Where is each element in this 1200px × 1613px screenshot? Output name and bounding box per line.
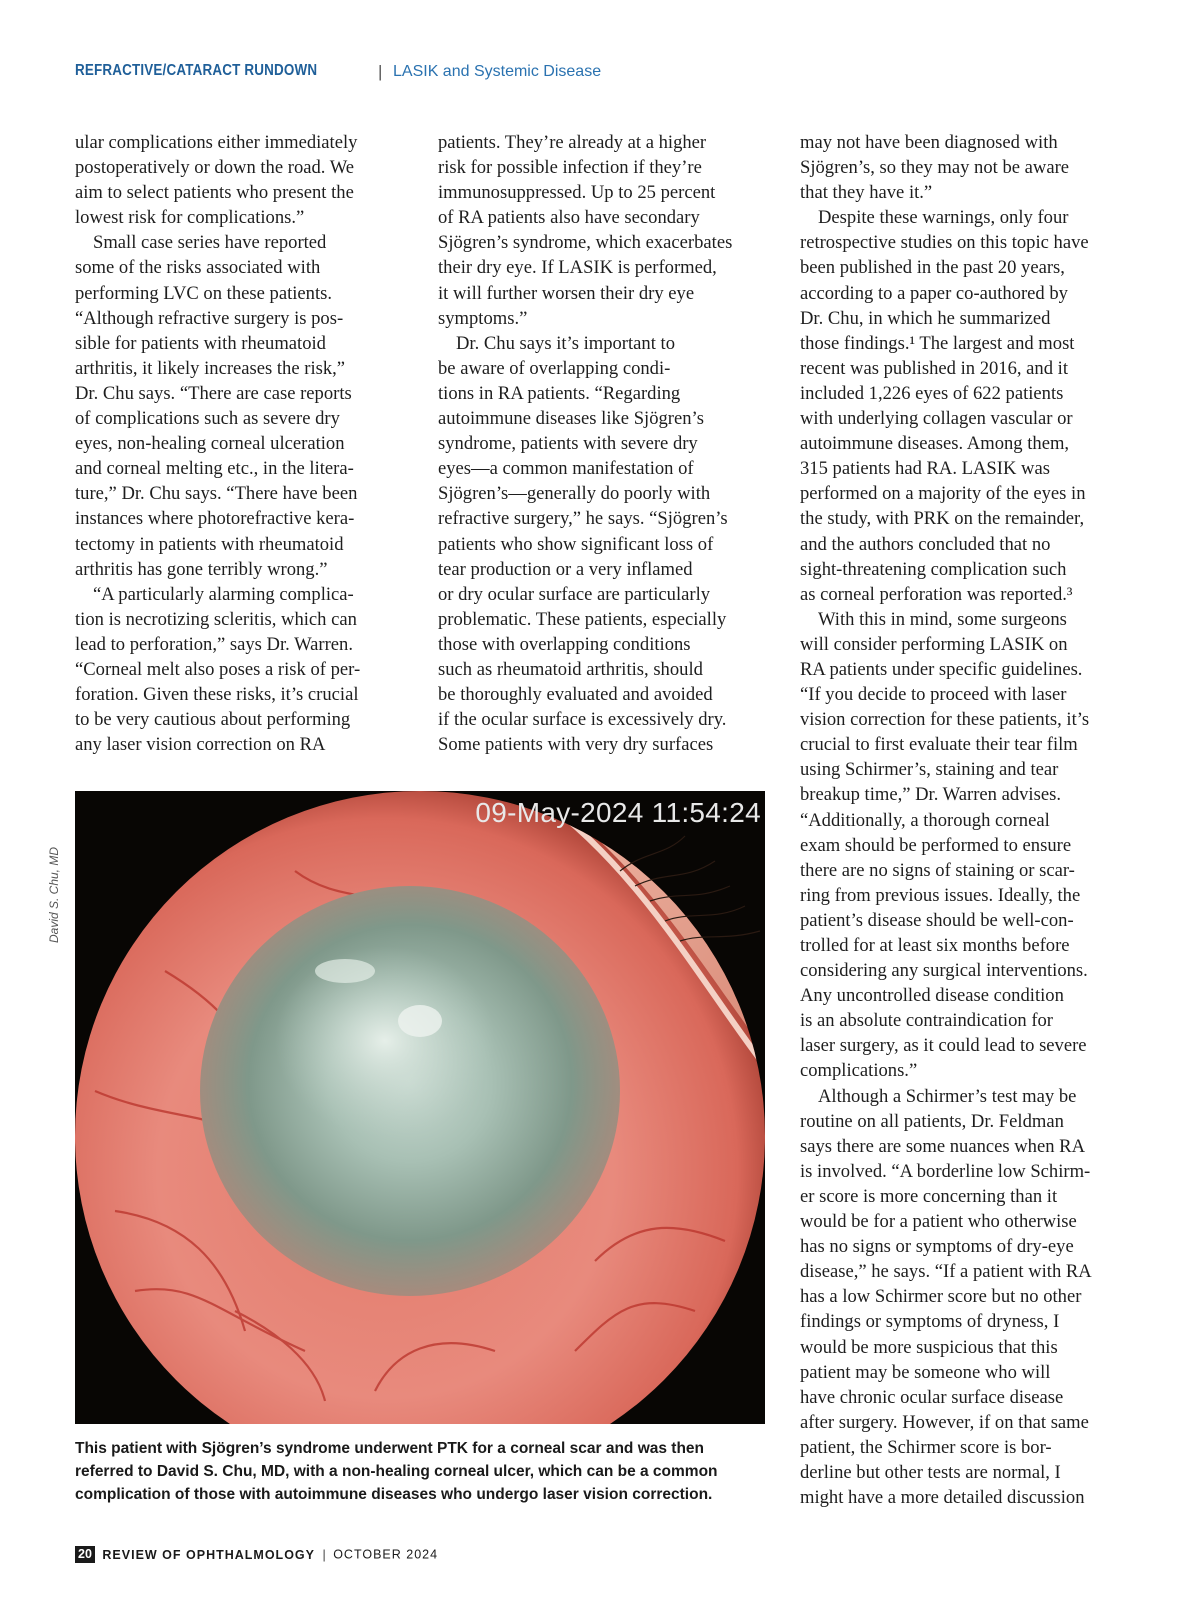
text-line: those findings.¹ The largest and most — [800, 332, 1075, 354]
text-line: Despite these warnings, only four — [818, 207, 1069, 229]
text-line: Sjögren’s—generally do poorly with — [438, 483, 711, 505]
text-line: exam should be performed to ensure — [800, 834, 1072, 856]
text-line: patient may be someone who will — [800, 1361, 1051, 1383]
text-line: Dr. Chu says it’s important to — [456, 332, 675, 354]
header-separator: | — [378, 62, 383, 81]
text-line: as corneal perforation was reported.³ — [800, 583, 1073, 605]
text-line: with underlying collagen vascular or — [800, 408, 1073, 430]
text-line: says there are some nuances when RA — [800, 1135, 1086, 1157]
text-line: refractive surgery,” he says. “Sjögren’s — [438, 508, 728, 530]
text-column-2 — [438, 130, 768, 757]
text-column-1 — [75, 130, 405, 757]
text-line: may not have been diagnosed with — [800, 132, 1058, 153]
text-line: sight-threatening complication such — [800, 558, 1067, 580]
text-line: the study, with PRK on the remainder, — [800, 508, 1085, 530]
issue-date: OCTOBER 2024 — [333, 1547, 439, 1562]
text-line: or dry ocular surface are particularly — [438, 583, 711, 605]
running-header — [75, 62, 1135, 88]
text-column-3 — [800, 130, 1140, 1510]
eye-illustration — [75, 791, 765, 1424]
text-line: there are no signs of staining or scar- — [800, 859, 1075, 881]
text-line: risk for possible infection if they’re — [438, 157, 702, 179]
text-line: symptoms.” — [438, 307, 528, 329]
text-line: patients. They’re already at a higher — [438, 132, 707, 153]
photo-timestamp: 09-May-2024 11:54:24 — [475, 797, 761, 828]
text-line: Dr. Chu says. “There are case reports — [75, 382, 352, 404]
text-line: derline but other tests are normal, I — [800, 1461, 1061, 1483]
text-line: “If you decide to proceed with laser — [800, 684, 1067, 706]
text-line: been published in the past 20 years, — [800, 257, 1065, 279]
text-line: ular complications either immediately — [75, 132, 358, 153]
text-line: it will further worsen their dry eye — [438, 282, 695, 304]
text-line: have chronic ocular surface disease — [800, 1386, 1064, 1408]
text-line: performed on a majority of the eyes in — [800, 483, 1086, 505]
text-line: patients who show significant loss of — [438, 533, 714, 555]
text-line: syndrome, patients with severe dry — [438, 433, 698, 455]
text-line: sible for patients with rheumatoid — [75, 332, 326, 354]
text-line: ture,” Dr. Chu says. “There have been — [75, 483, 358, 505]
caption-line: This patient with Sjögren’s syndrome underwent PTK for a corneal scar and was then — [75, 1440, 705, 1457]
text-line: “Corneal melt also poses a risk of per- — [75, 658, 361, 680]
text-line: and the authors concluded that no — [800, 533, 1051, 555]
text-line: RA patients under specific guidelines. — [800, 658, 1083, 680]
text-line: foration. Given these risks, it’s crucial — [75, 684, 359, 706]
text-line: aim to select patients who present the — [75, 182, 354, 204]
photo-credit: David S. Chu, MD — [47, 846, 61, 944]
text-line: 315 patients had RA. LASIK was — [800, 458, 1050, 480]
text-line: With this in mind, some surgeons — [818, 608, 1067, 630]
figure-caption — [75, 1437, 775, 1506]
text-line: such as rheumatoid arthritis, should — [438, 658, 703, 680]
text-line: Small case series have reported — [93, 232, 327, 254]
text-line: performing LVC on these patients. — [75, 282, 332, 304]
magazine-name: REVIEW OF OPHTHALMOLOGY — [102, 1547, 315, 1562]
text-line: lead to perforation,” says Dr. Warren. — [75, 633, 353, 655]
text-line: breakup time,” Dr. Warren advises. — [800, 784, 1061, 806]
text-line: eyes—a common manifestation of — [438, 458, 694, 480]
text-line: “Although refractive surgery is pos- — [75, 307, 344, 329]
text-line: instances where photorefractive kera- — [75, 508, 355, 530]
caption-line: complication of those with autoimmune diseases who undergo laser vision correction. — [75, 1486, 713, 1503]
text-line: included 1,226 eyes of 622 patients — [800, 382, 1064, 404]
text-line: might have a more detailed discussion — [800, 1487, 1085, 1509]
text-line: vision correction for these patients, it’s — [800, 709, 1090, 731]
text-line: Some patients with very dry surfaces — [438, 734, 714, 756]
text-line: ring from previous issues. Ideally, the — [800, 884, 1081, 906]
text-line: lowest risk for complications.” — [75, 207, 305, 229]
text-line: to be very cautious about performing — [75, 709, 351, 731]
text-line: findings or symptoms of dryness, I — [800, 1311, 1060, 1333]
text-line: would be more suspicious that this — [800, 1336, 1058, 1358]
text-line: problematic. These patients, especially — [438, 608, 727, 630]
text-line: tectomy in patients with rheumatoid — [75, 533, 344, 555]
section-name: REFRACTIVE/CATARACT RUNDOWN — [75, 62, 318, 79]
text-line: of RA patients also have secondary — [438, 207, 700, 229]
text-line: autoimmune diseases like Sjögren’s — [438, 408, 704, 430]
text-line: has no signs or symptoms of dry-eye — [800, 1236, 1074, 1258]
text-line: trolled for at least six months before — [800, 935, 1070, 956]
footer-separator: | — [322, 1547, 326, 1562]
text-line: be thoroughly evaluated and avoided — [438, 684, 713, 706]
text-line: arthritis, it likely increases the risk,” — [75, 357, 346, 379]
text-line: arthritis has gone terribly wrong.” — [75, 558, 328, 580]
text-line: Although a Schirmer’s test may be — [818, 1085, 1077, 1107]
text-line: that they have it.” — [800, 182, 933, 204]
text-line: eyes, non-healing corneal ulceration — [75, 433, 345, 455]
page-number: 20 — [75, 1546, 95, 1563]
text-line: considering any surgical interventions. — [800, 960, 1088, 982]
text-line: of complications such as severe dry — [75, 408, 340, 430]
text-line: Sjögren’s, so they may not be aware — [800, 157, 1070, 179]
text-line: autoimmune diseases. Among them, — [800, 433, 1070, 455]
text-line: using Schirmer’s, staining and tear — [800, 759, 1059, 781]
text-line: Any uncontrolled disease condition — [800, 985, 1064, 1007]
text-line: tear production or a very inflamed — [438, 558, 693, 580]
text-line: any laser vision correction on RA — [75, 734, 326, 756]
text-line: “Additionally, a thorough corneal — [800, 809, 1050, 831]
text-line: and corneal melting etc., in the litera- — [75, 458, 354, 480]
text-line: tion is necrotizing scleritis, which can — [75, 608, 357, 630]
text-line: after surgery. However, if on that same — [800, 1411, 1089, 1433]
text-line: laser surgery, as it could lead to severe — [800, 1035, 1087, 1057]
text-line: has a low Schirmer score but no other — [800, 1286, 1082, 1308]
text-line: if the ocular surface is excessively dry. — [438, 709, 727, 731]
text-line: tions in RA patients. “Regarding — [438, 382, 681, 404]
text-line: Dr. Chu, in which he summarized — [800, 307, 1051, 329]
text-line: patient, the Schirmer score is bor- — [800, 1436, 1052, 1458]
text-line: Sjögren’s syndrome, which exacerbates — [438, 232, 733, 254]
text-line: will consider performing LASIK on — [800, 633, 1068, 655]
eye-photo — [75, 791, 765, 1424]
text-line: be aware of overlapping condi- — [438, 357, 671, 379]
text-line: immunosuppressed. Up to 25 percent — [438, 182, 716, 204]
text-line: those with overlapping conditions — [438, 633, 691, 655]
text-line: disease,” he says. “If a patient with RA — [800, 1261, 1092, 1283]
text-line: is an absolute contraindication for — [800, 1010, 1054, 1032]
article-topic: LASIK and Systemic Disease — [393, 63, 602, 80]
text-line: some of the risks associated with — [75, 257, 321, 279]
text-line: “A particularly alarming complica- — [93, 583, 354, 605]
text-line: routine on all patients, Dr. Feldman — [800, 1110, 1064, 1132]
text-line: their dry eye. If LASIK is performed, — [438, 257, 717, 279]
text-line: postoperatively or down the road. We — [75, 157, 355, 179]
page-footer — [75, 1546, 438, 1566]
text-line: patient’s disease should be well-con- — [800, 909, 1074, 931]
text-line: is involved. “A borderline low Schirm- — [800, 1160, 1091, 1182]
text-line: would be for a patient who otherwise — [800, 1211, 1077, 1233]
text-line: retrospective studies on this topic have — [800, 232, 1089, 254]
text-line: complications.” — [800, 1060, 918, 1082]
text-line: recent was published in 2016, and it — [800, 357, 1069, 379]
text-line: according to a paper co-authored by — [800, 282, 1068, 304]
text-line: crucial to first evaluate their tear film — [800, 734, 1078, 756]
caption-line: referred to David S. Chu, MD, with a non-healing corneal ulcer, which can be a common — [75, 1463, 718, 1480]
text-line: er score is more concerning than it — [800, 1185, 1058, 1207]
